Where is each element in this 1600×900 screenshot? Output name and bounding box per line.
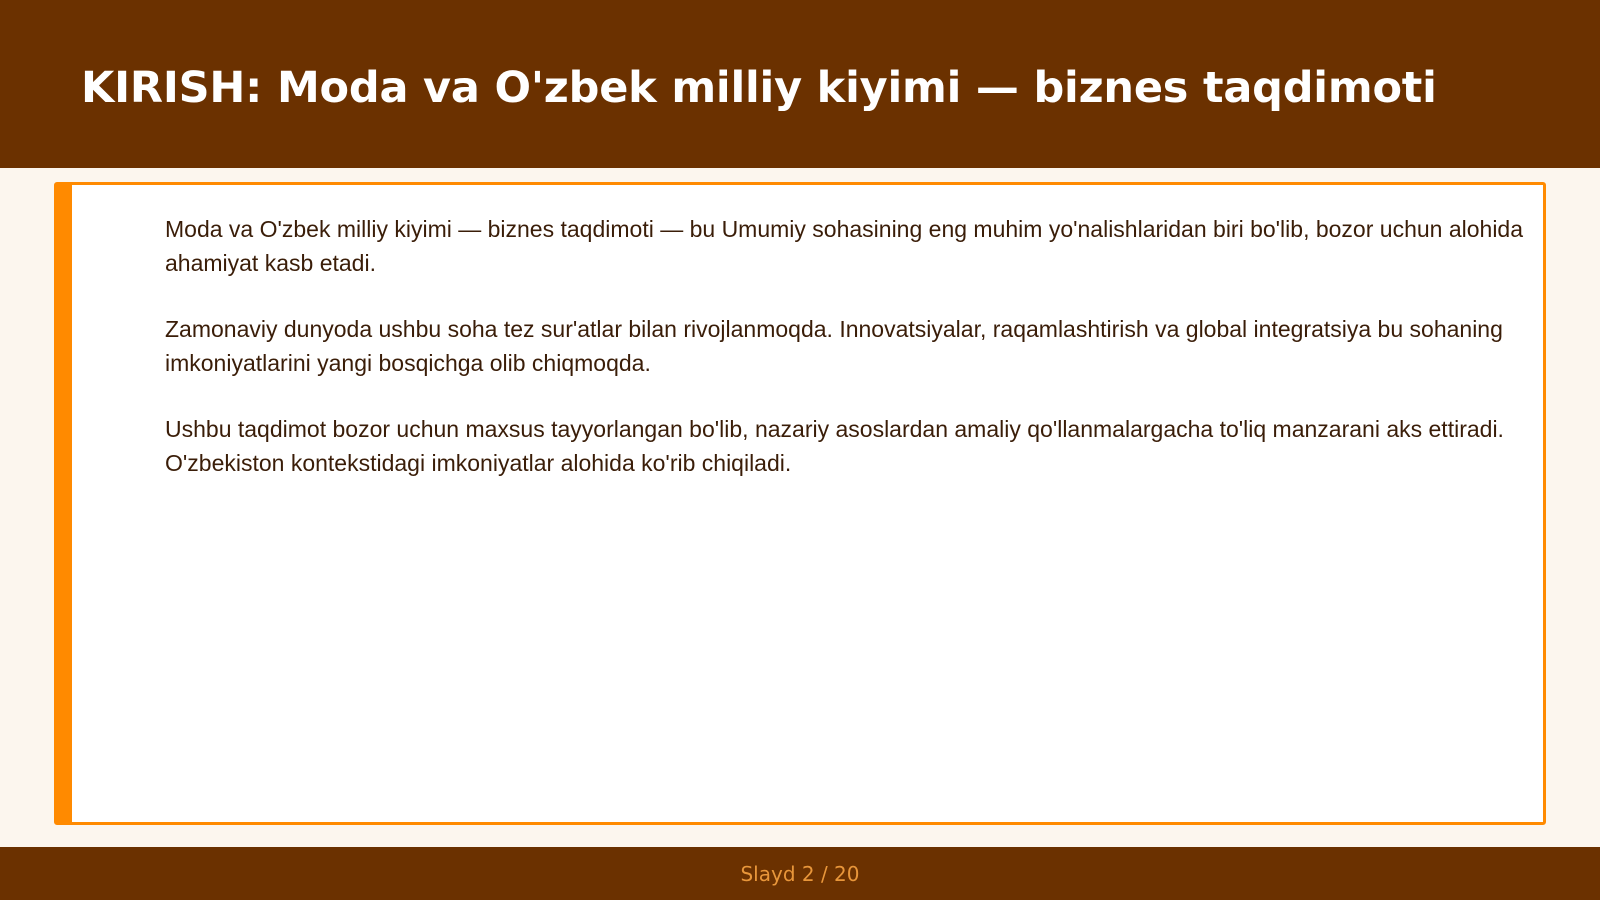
body-paragraph: Moda va O'zbek milliy kiyimi — biznes taqdimoti — bu Umumiy sohasining eng muhim yo'nalishlaridan biri bo'lib, bozor uchun alohida ahamiyat kasb etadi. [165, 216, 1524, 276]
slide-body [165, 212, 1535, 512]
content-card [54, 182, 1546, 825]
body-paragraph: Zamonaviy dunyoda ushbu soha tez sur'atlar bilan rivojlanmoqda. Innovatsiyalar, raqamlashtirish va global integratsiya bu sohaning imkoniyatlarini yangi bosqichga olib chiqmoqda. [165, 316, 1503, 376]
slide-footer [0, 847, 1600, 900]
slide-title: KIRISH: Moda va O'zbek milliy kiyimi — biznes taqdimoti [81, 63, 1437, 113]
body-paragraph: Ushbu taqdimot bozor uchun maxsus tayyorlangan bo'lib, nazariy asoslardan amaliy qo'llanmalargacha to'liq manzarani aks ettiradi. O'zbekiston kontekstidagi imkoniyatlar alohida ko'rib chiqiladi. [165, 416, 1504, 476]
slide-header [0, 0, 1600, 168]
slide-number: Slayd 2 / 20 [740, 862, 860, 886]
